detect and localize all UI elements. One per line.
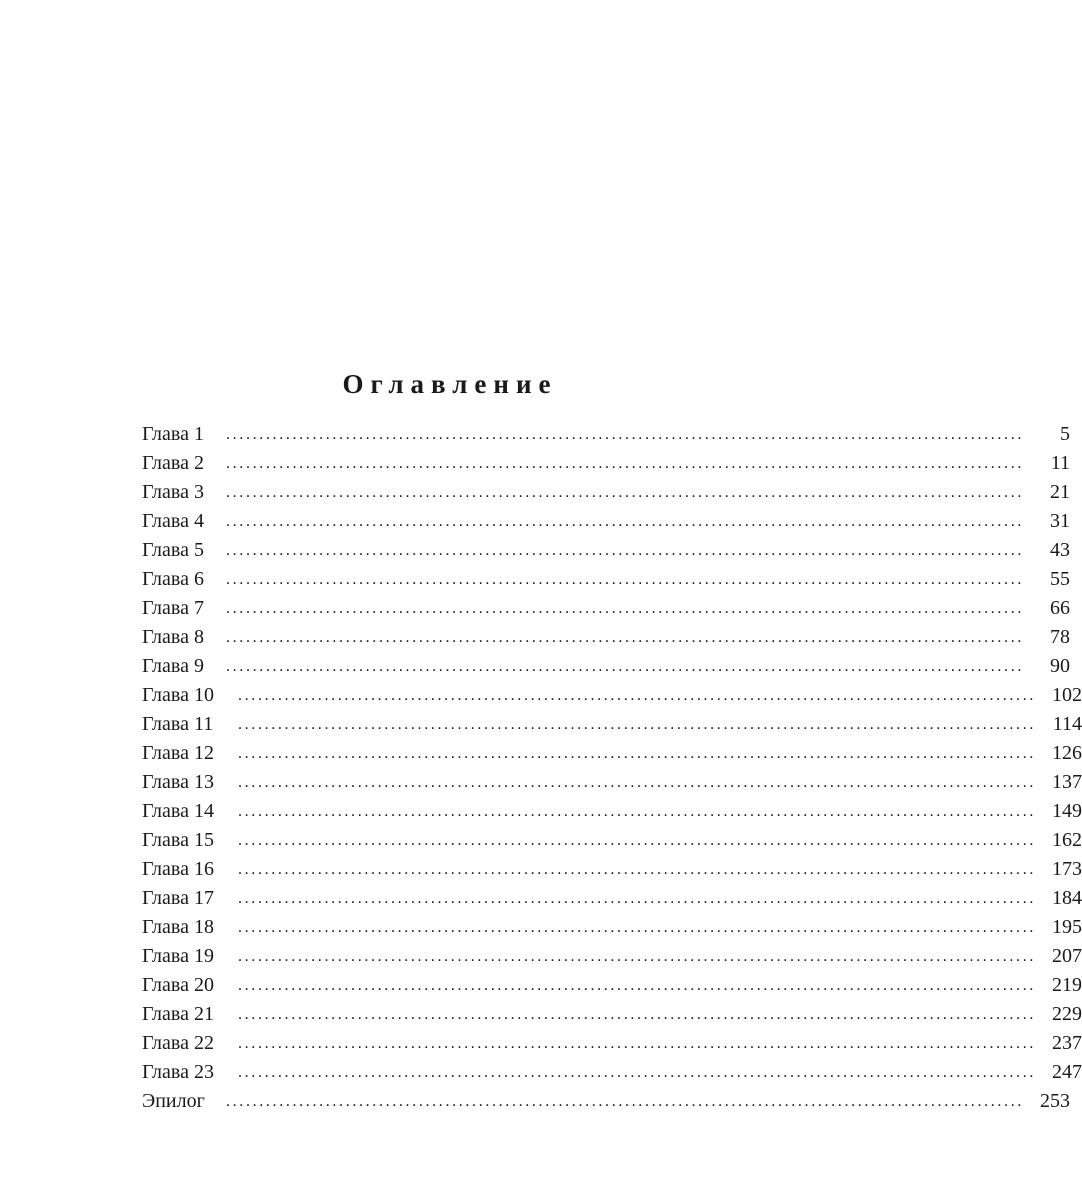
toc-dot-leader: ........................................................................................................................ bbox=[238, 1064, 1036, 1081]
toc-dot-leader: ........................................................................................................................ bbox=[238, 1006, 1036, 1023]
toc-page-number: 219 bbox=[1052, 974, 1082, 996]
toc-entry[interactable] bbox=[142, 884, 1082, 913]
toc-entry-label: Глава 3 bbox=[142, 481, 204, 503]
toc-entry[interactable] bbox=[142, 507, 1070, 536]
toc-dot-leader: ........................................................................................................................ bbox=[238, 745, 1036, 762]
toc-dot-leader: ........................................................................................................................ bbox=[226, 629, 1024, 646]
toc-page-number: 162 bbox=[1052, 829, 1082, 851]
toc-dot-leader: ........................................................................................................................ bbox=[238, 716, 1036, 733]
toc-dot-leader: ........................................................................................................................ bbox=[238, 948, 1036, 965]
toc-entry[interactable] bbox=[142, 594, 1070, 623]
toc-page-number: 66 bbox=[1050, 597, 1070, 619]
toc-dot-leader: ........................................................................................................................ bbox=[226, 513, 1024, 530]
toc-dot-leader: ........................................................................................................................ bbox=[238, 861, 1036, 878]
toc-page-number: 102 bbox=[1052, 684, 1082, 706]
toc-entry-label: Глава 5 bbox=[142, 539, 204, 561]
toc-entry[interactable] bbox=[142, 942, 1082, 971]
toc-dot-leader: ........................................................................................................................ bbox=[226, 455, 1024, 472]
toc-entry[interactable] bbox=[142, 536, 1070, 565]
toc-entry-label: Глава 1 bbox=[142, 423, 204, 445]
toc-entry[interactable] bbox=[142, 1000, 1082, 1029]
toc-entry-label: Глава 22 bbox=[142, 1032, 214, 1054]
toc-dot-leader: ........................................................................................................................ bbox=[226, 1093, 1024, 1110]
toc-page-number: 114 bbox=[1052, 713, 1082, 735]
toc-dot-leader: ........................................................................................................................ bbox=[238, 919, 1036, 936]
toc-entry-label: Глава 19 bbox=[142, 945, 214, 967]
toc-dot-leader: ........................................................................................................................ bbox=[238, 1035, 1036, 1052]
toc-entry[interactable] bbox=[142, 449, 1070, 478]
toc-dot-leader: ........................................................................................................................ bbox=[226, 571, 1024, 588]
toc-entry[interactable] bbox=[142, 565, 1070, 594]
toc-page-number: 229 bbox=[1052, 1003, 1082, 1025]
toc-entry[interactable] bbox=[142, 1058, 1082, 1087]
toc-entry-label: Глава 13 bbox=[142, 771, 214, 793]
toc-entry[interactable] bbox=[142, 681, 1082, 710]
toc-page-number: 247 bbox=[1052, 1061, 1082, 1083]
toc-page-number: 195 bbox=[1052, 916, 1082, 938]
toc-entry-label: Глава 11 bbox=[142, 713, 214, 735]
toc-page-number: 207 bbox=[1052, 945, 1082, 967]
toc-dot-leader: ........................................................................................................................ bbox=[226, 658, 1024, 675]
toc-entry-label: Глава 18 bbox=[142, 916, 214, 938]
toc-entry-label: Глава 21 bbox=[142, 1003, 214, 1025]
toc-entry-label: Эпилог bbox=[142, 1090, 205, 1112]
toc-entry-label: Глава 20 bbox=[142, 974, 214, 996]
toc-dot-leader: ........................................................................................................................ bbox=[238, 687, 1036, 704]
toc-entry[interactable] bbox=[142, 797, 1082, 826]
toc-dot-leader: ........................................................................................................................ bbox=[238, 832, 1036, 849]
toc-entry-label: Глава 14 bbox=[142, 800, 214, 822]
toc-entry-label: Глава 23 bbox=[142, 1061, 214, 1083]
toc-entry-label: Глава 12 bbox=[142, 742, 214, 764]
toc-page-number: 43 bbox=[1050, 539, 1070, 561]
toc-entry[interactable] bbox=[142, 1087, 1070, 1116]
toc-entry[interactable] bbox=[142, 710, 1082, 739]
toc-entry[interactable] bbox=[142, 478, 1070, 507]
toc-page-number: 11 bbox=[1050, 452, 1070, 474]
toc-entry-label: Глава 17 bbox=[142, 887, 214, 909]
toc-page-number: 126 bbox=[1052, 742, 1082, 764]
toc-dot-leader: ........................................................................................................................ bbox=[238, 890, 1036, 907]
toc-page-number: 137 bbox=[1052, 771, 1082, 793]
toc-dot-leader: ........................................................................................................................ bbox=[226, 542, 1024, 559]
toc-entry[interactable] bbox=[142, 768, 1082, 797]
toc-page-number: 31 bbox=[1050, 510, 1070, 532]
toc-entry-label: Глава 10 bbox=[142, 684, 214, 706]
toc-page-number: 149 bbox=[1052, 800, 1082, 822]
toc-page-number: 184 bbox=[1052, 887, 1082, 909]
toc-page-number: 90 bbox=[1050, 655, 1070, 677]
toc-page-number: 173 bbox=[1052, 858, 1082, 880]
table-of-contents bbox=[142, 420, 1082, 1116]
toc-entry[interactable] bbox=[142, 1029, 1082, 1058]
page-title: Оглавление bbox=[342, 369, 558, 400]
toc-entry-label: Глава 8 bbox=[142, 626, 204, 648]
toc-page-number: 78 bbox=[1050, 626, 1070, 648]
toc-page-number: 5 bbox=[1060, 423, 1070, 445]
toc-dot-leader: ........................................................................................................................ bbox=[226, 426, 1024, 443]
toc-dot-leader: ........................................................................................................................ bbox=[226, 484, 1024, 501]
toc-entry-label: Глава 16 bbox=[142, 858, 214, 880]
toc-entry[interactable] bbox=[142, 623, 1070, 652]
toc-entry[interactable] bbox=[142, 826, 1082, 855]
toc-entry[interactable] bbox=[142, 971, 1082, 1000]
toc-entry-label: Глава 2 bbox=[142, 452, 204, 474]
toc-dot-leader: ........................................................................................................................ bbox=[238, 774, 1036, 791]
toc-page-number: 21 bbox=[1050, 481, 1070, 503]
toc-entry-label: Глава 6 bbox=[142, 568, 204, 590]
toc-entry[interactable] bbox=[142, 913, 1082, 942]
toc-dot-leader: ........................................................................................................................ bbox=[238, 977, 1036, 994]
toc-page-number: 237 bbox=[1052, 1032, 1082, 1054]
toc-entry[interactable] bbox=[142, 420, 1070, 449]
toc-page-number: 253 bbox=[1040, 1090, 1070, 1112]
toc-entry[interactable] bbox=[142, 855, 1082, 884]
toc-dot-leader: ........................................................................................................................ bbox=[226, 600, 1024, 617]
toc-entry[interactable] bbox=[142, 739, 1082, 768]
toc-entry-label: Глава 4 bbox=[142, 510, 204, 532]
toc-page-number: 55 bbox=[1050, 568, 1070, 590]
toc-entry-label: Глава 7 bbox=[142, 597, 204, 619]
toc-entry-label: Глава 15 bbox=[142, 829, 214, 851]
toc-dot-leader: ........................................................................................................................ bbox=[238, 803, 1036, 820]
toc-entry[interactable] bbox=[142, 652, 1070, 681]
toc-entry-label: Глава 9 bbox=[142, 655, 204, 677]
